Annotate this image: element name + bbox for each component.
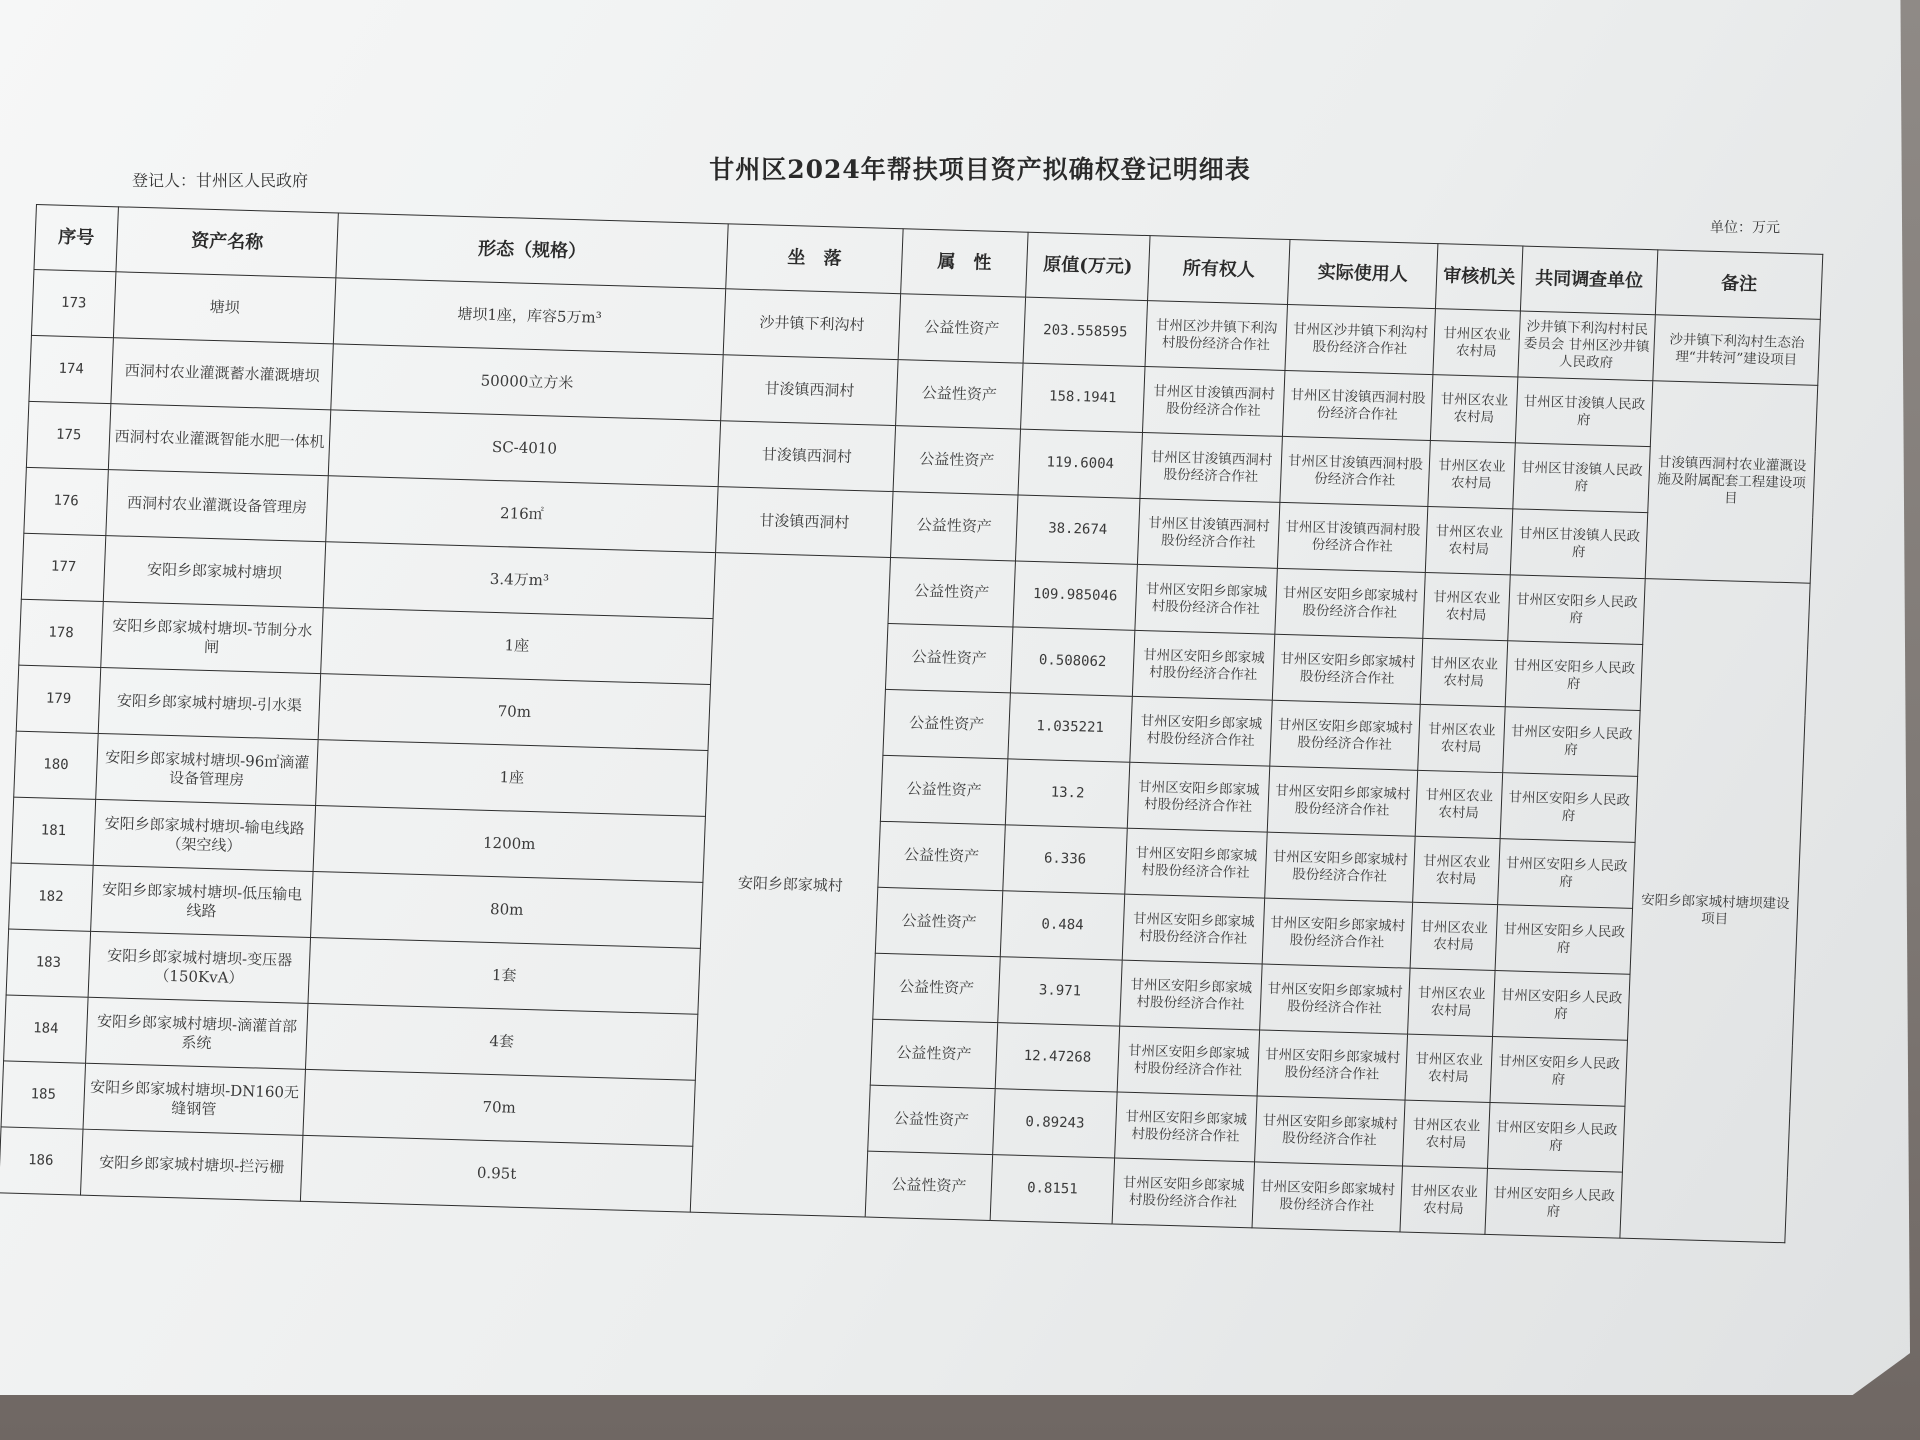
cell-investigator: 沙井镇下利沟村村民委员会 甘州区沙井镇人民政府	[1518, 311, 1655, 381]
cell-spec: 1200m	[313, 806, 705, 883]
cell-no: 179	[16, 665, 101, 733]
cell-investigator: 甘州区安阳乡人民政府	[1500, 773, 1637, 843]
cell-attribute: 公益性资产	[888, 557, 1015, 626]
cell-asset-name: 西洞村农业灌溉设备管理房	[106, 470, 328, 542]
cell-spec: 70m	[303, 1069, 695, 1146]
cell-investigator: 甘州区安阳乡人民政府	[1508, 575, 1645, 645]
cell-spec: 3.4万m³	[323, 542, 715, 619]
header-owner: 所有权人	[1148, 236, 1290, 305]
cell-investigator: 甘州区甘浚镇人民政府	[1510, 509, 1647, 579]
cell-user: 甘州区安阳乡郎家城村股份经济合作社	[1275, 568, 1425, 638]
cell-spec: 4套	[305, 1003, 697, 1080]
cell-value: 1.035221	[1008, 693, 1132, 762]
cell-reviewer: 甘州区农业农村局	[1408, 968, 1496, 1036]
cell-location: 甘浚镇西洞村	[718, 421, 895, 492]
cell-spec: SC-4010	[328, 410, 720, 487]
cell-location: 甘浚镇西洞村	[716, 487, 893, 558]
cell-value: 158.1941	[1021, 363, 1145, 432]
cell-user: 甘州区安阳乡郎家城村股份经济合作社	[1267, 766, 1417, 836]
cell-user: 甘州区安阳乡郎家城村股份经济合作社	[1262, 898, 1412, 968]
cell-spec: 1套	[308, 937, 700, 1014]
cell-asset-name: 安阳乡郎家城村塘坝-DN160无缝钢管	[83, 1063, 305, 1135]
cell-asset-name: 安阳乡郎家城村塘坝-96㎡滴灌设备管理房	[96, 733, 318, 805]
cell-no: 177	[21, 533, 106, 601]
cell-user: 甘州区甘浚镇西洞村股份经济合作社	[1280, 436, 1430, 506]
header-investigator: 共同调查单位	[1520, 246, 1657, 315]
cell-asset-name: 安阳乡郎家城村塘坝-低压输电线路	[91, 865, 313, 937]
cell-investigator: 甘州区安阳乡人民政府	[1487, 1102, 1624, 1172]
cell-investigator: 甘州区安阳乡人民政府	[1493, 971, 1630, 1041]
cell-investigator: 甘州区甘浚镇人民政府	[1513, 443, 1650, 513]
cell-spec: 塘坝1座，库容5万m³	[333, 278, 725, 355]
cell-user: 甘州区安阳乡郎家城村股份经济合作社	[1252, 1162, 1402, 1232]
cell-asset-name: 安阳乡郎家城村塘坝-滴灌首部系统	[86, 997, 308, 1069]
cell-spec: 0.95t	[300, 1135, 692, 1212]
cell-reviewer: 甘州区农业农村局	[1400, 1166, 1488, 1234]
header-location: 坐 落	[726, 224, 903, 294]
cell-value: 0.484	[1000, 891, 1124, 960]
asset-table-wrapper	[0, 204, 1823, 1243]
cell-asset-name: 塘坝	[113, 272, 335, 344]
cell-asset-name: 安阳乡郎家城村塘坝-拦污栅	[80, 1129, 302, 1201]
cell-no: 176	[24, 467, 109, 535]
header-user: 实际使用人	[1287, 240, 1437, 309]
cell-location: 甘浚镇西洞村	[721, 355, 898, 426]
cell-remark: 甘浚镇西洞村农业灌溉设施及附属配套工程建设项目	[1645, 381, 1818, 583]
cell-value: 38.2674	[1015, 495, 1139, 564]
cell-owner: 甘州区甘浚镇西洞村股份经济合作社	[1142, 367, 1284, 437]
cell-value: 0.508062	[1010, 627, 1134, 696]
cell-asset-name: 安阳乡郎家城村塘坝-节制分水闸	[101, 602, 323, 674]
cell-user: 甘州区安阳乡郎家城村股份经济合作社	[1255, 1096, 1405, 1166]
cell-owner: 甘州区安阳乡郎家城村股份经济合作社	[1115, 1092, 1257, 1162]
cell-location: 沙井镇下利沟村	[723, 289, 900, 360]
cell-reviewer: 甘州区农业农村局	[1420, 638, 1508, 706]
cell-owner: 甘州区甘浚镇西洞村股份经济合作社	[1137, 498, 1279, 568]
cell-no: 174	[29, 335, 114, 403]
cell-asset-name: 西洞村农业灌溉智能水肥一体机	[108, 404, 330, 476]
cell-value: 0.8151	[990, 1155, 1114, 1224]
cell-reviewer: 甘州区农业农村局	[1410, 902, 1498, 970]
cell-reviewer: 甘州区农业农村局	[1415, 770, 1503, 838]
cell-investigator: 甘州区安阳乡人民政府	[1503, 707, 1640, 777]
cell-attribute: 公益性资产	[870, 1019, 997, 1088]
registrant-label: 登记人：甘州区人民政府	[132, 171, 309, 190]
cell-reviewer: 甘州区农业农村局	[1425, 506, 1513, 574]
cell-value: 119.6004	[1018, 429, 1142, 498]
cell-reviewer: 甘州区农业农村局	[1403, 1100, 1491, 1168]
cell-attribute: 公益性资产	[896, 360, 1023, 429]
cell-location: 安阳乡郎家城村	[690, 553, 890, 1217]
cell-attribute: 公益性资产	[883, 689, 1010, 758]
cell-attribute: 公益性资产	[868, 1085, 995, 1154]
cell-user: 甘州区沙井镇下利沟村股份经济合作社	[1285, 304, 1435, 374]
cell-user: 甘州区甘浚镇西洞村股份经济合作社	[1282, 370, 1432, 440]
cell-no: 180	[14, 731, 99, 799]
cell-spec: 50000立方米	[331, 344, 723, 421]
cell-attribute: 公益性资产	[865, 1151, 992, 1220]
cell-user: 甘州区安阳乡郎家城村股份经济合作社	[1257, 1030, 1407, 1100]
cell-investigator: 甘州区甘浚镇人民政府	[1515, 377, 1652, 447]
cell-user: 甘州区甘浚镇西洞村股份经济合作社	[1277, 502, 1427, 572]
cell-value: 109.985046	[1013, 561, 1137, 630]
cell-reviewer: 甘州区农业农村局	[1430, 375, 1518, 443]
cell-owner: 甘州区沙井镇下利沟村股份经济合作社	[1145, 301, 1287, 371]
cell-no: 186	[0, 1127, 83, 1195]
cell-investigator: 甘州区安阳乡人民政府	[1505, 641, 1642, 711]
cell-no: 185	[1, 1061, 86, 1129]
cell-asset-name: 安阳乡郎家城村塘坝-变压器（150KvA）	[88, 931, 310, 1003]
cell-attribute: 公益性资产	[878, 821, 1005, 890]
header-spec: 形态（规格）	[336, 213, 728, 289]
cell-user: 甘州区安阳乡郎家城村股份经济合作社	[1270, 700, 1420, 770]
cell-owner: 甘州区安阳乡郎家城村股份经济合作社	[1127, 762, 1269, 832]
header-no: 序号	[34, 205, 118, 272]
header-attribute: 属 性	[901, 229, 1028, 297]
cell-asset-name: 安阳乡郎家城村塘坝-引水渠	[98, 667, 320, 739]
cell-spec: 1座	[321, 608, 713, 685]
cell-owner: 甘州区安阳乡郎家城村股份经济合作社	[1135, 564, 1277, 634]
cell-no: 175	[26, 401, 111, 469]
cell-remark: 沙井镇下利沟村生态治理“井转河”建设项目	[1653, 315, 1820, 386]
cell-no: 183	[6, 929, 91, 997]
cell-attribute: 公益性资产	[885, 623, 1012, 692]
cell-attribute: 公益性资产	[875, 887, 1002, 956]
header-value: 原值(万元)	[1026, 232, 1150, 300]
cell-owner: 甘州区安阳乡郎家城村股份经济合作社	[1117, 1026, 1259, 1096]
header-remark: 备注	[1655, 250, 1822, 320]
cell-spec: 70m	[318, 674, 710, 751]
cell-reviewer: 甘州区农业农村局	[1428, 441, 1516, 509]
cell-user: 甘州区安阳乡郎家城村股份经济合作社	[1260, 964, 1410, 1034]
cell-user: 甘州区安阳乡郎家城村股份经济合作社	[1265, 832, 1415, 902]
cell-reviewer: 甘州区农业农村局	[1405, 1034, 1493, 1102]
cell-reviewer: 甘州区农业农村局	[1423, 572, 1511, 640]
cell-value: 13.2	[1005, 759, 1129, 828]
cell-reviewer: 甘州区农业农村局	[1433, 309, 1521, 377]
cell-no: 181	[11, 797, 96, 865]
cell-owner: 甘州区安阳乡郎家城村股份经济合作社	[1122, 894, 1264, 964]
cell-investigator: 甘州区安阳乡人民政府	[1498, 839, 1635, 909]
document-title: 甘州区2024年帮扶项目资产拟确权登记明细表	[709, 155, 1251, 184]
cell-attribute: 公益性资产	[898, 294, 1025, 363]
cell-remark: 安阳乡郎家城村塘坝建设项目	[1620, 579, 1810, 1243]
cell-attribute: 公益性资产	[891, 492, 1018, 561]
cell-owner: 甘州区安阳乡郎家城村股份经济合作社	[1125, 828, 1267, 898]
cell-value: 6.336	[1003, 825, 1127, 894]
cell-spec: 80m	[311, 871, 703, 948]
cell-investigator: 甘州区安阳乡人民政府	[1485, 1168, 1622, 1238]
asset-table	[0, 204, 1823, 1243]
cell-owner: 甘州区安阳乡郎家城村股份经济合作社	[1112, 1158, 1254, 1228]
cell-asset-name: 西洞村农业灌溉蓄水灌溉塘坝	[111, 338, 333, 410]
header-reviewer: 审核机关	[1435, 244, 1522, 311]
cell-no: 184	[4, 995, 89, 1063]
cell-owner: 甘州区甘浚镇西洞村股份经济合作社	[1140, 432, 1282, 502]
cell-investigator: 甘州区安阳乡人民政府	[1495, 905, 1632, 975]
cell-value: 0.89243	[993, 1089, 1117, 1158]
cell-spec: 1座	[316, 740, 708, 817]
cell-asset-name: 安阳乡郎家城村塘坝	[103, 536, 325, 608]
cell-spec: 216㎡	[326, 476, 718, 553]
header-asset-name: 资产名称	[116, 207, 338, 278]
cell-attribute: 公益性资产	[873, 953, 1000, 1022]
cell-owner: 甘州区安阳乡郎家城村股份经济合作社	[1130, 696, 1272, 766]
cell-user: 甘州区安阳乡郎家城村股份经济合作社	[1272, 634, 1422, 704]
cell-value: 203.558595	[1023, 297, 1147, 366]
cell-no: 178	[19, 599, 104, 667]
cell-asset-name: 安阳乡郎家城村塘坝-输电线路（架空线）	[93, 799, 315, 871]
unit-label: 单位：万元	[1710, 220, 1780, 236]
cell-reviewer: 甘州区农业农村局	[1418, 704, 1506, 772]
cell-owner: 甘州区安阳乡郎家城村股份经济合作社	[1132, 630, 1274, 700]
cell-owner: 甘州区安阳乡郎家城村股份经济合作社	[1120, 960, 1262, 1030]
cell-attribute: 公益性资产	[893, 426, 1020, 495]
cell-no: 173	[31, 269, 116, 337]
cell-no: 182	[9, 863, 94, 931]
cell-value: 3.971	[998, 957, 1122, 1026]
cell-value: 12.47268	[995, 1023, 1119, 1092]
cell-attribute: 公益性资产	[880, 755, 1007, 824]
cell-reviewer: 甘州区农业农村局	[1413, 836, 1501, 904]
cell-investigator: 甘州区安阳乡人民政府	[1490, 1036, 1627, 1106]
